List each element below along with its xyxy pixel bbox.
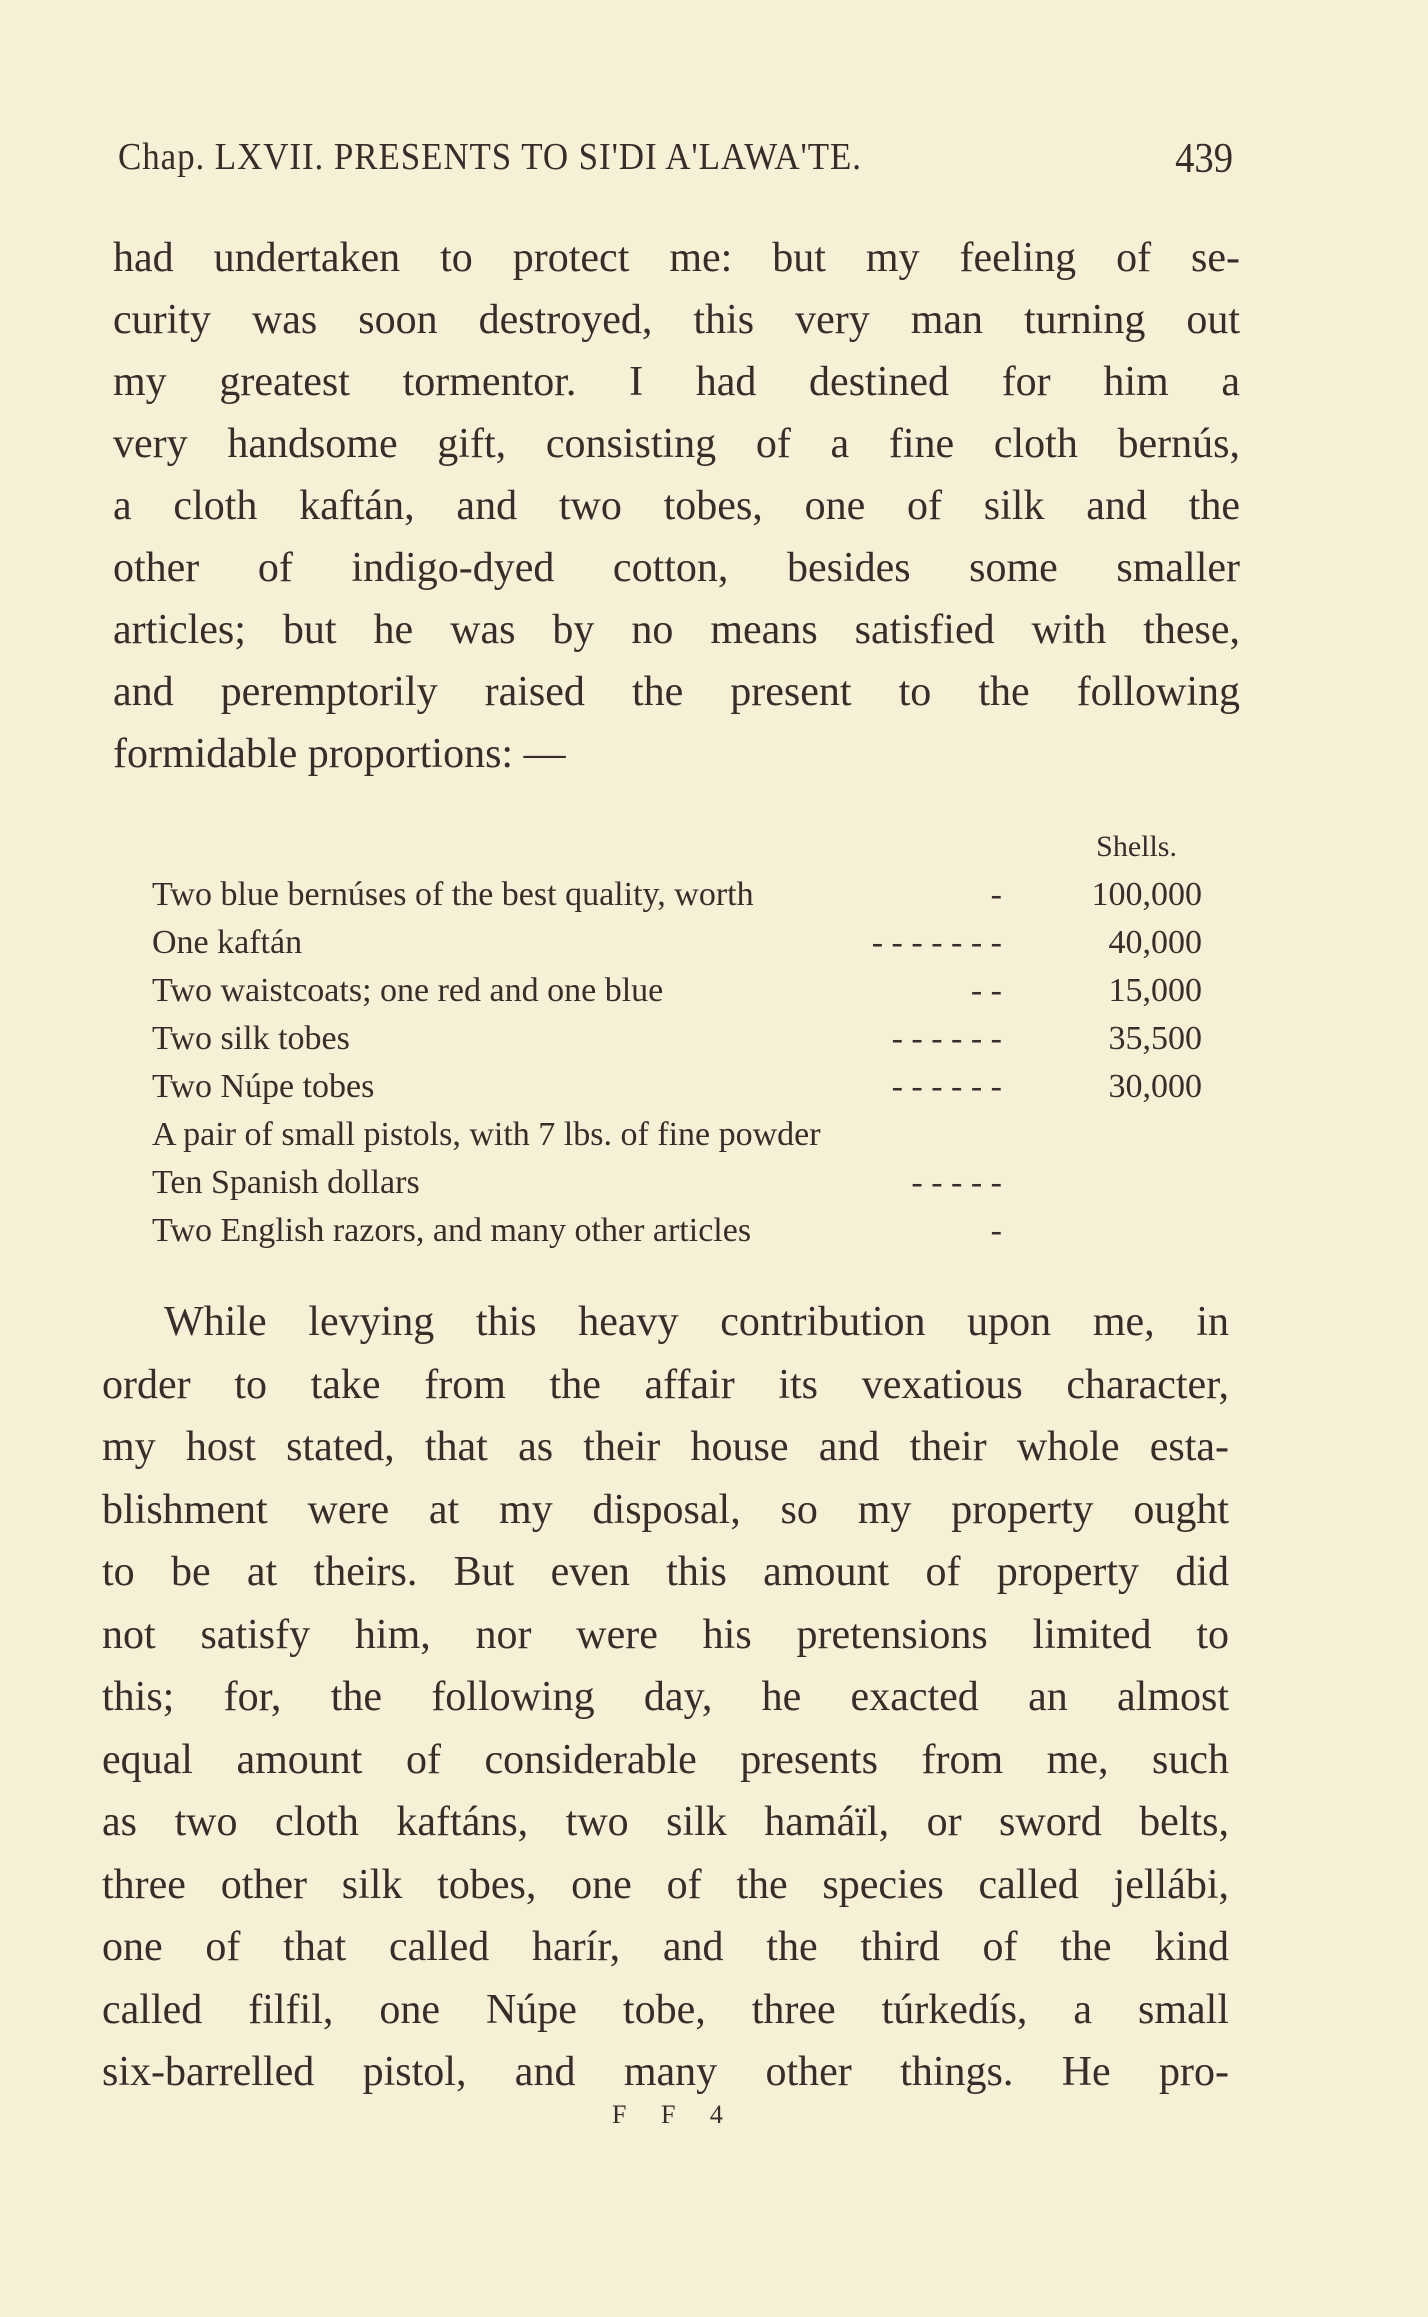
running-title: Chap. LXVII. PRESENTS TO SI'DI A'LAWA'TE. [118, 136, 862, 178]
leader-dots: - - - - - - [891, 1020, 1002, 1057]
text-line: curity was soon destroyed, this very man turning out [113, 297, 1240, 343]
text-line: formidable proportions: — [113, 731, 566, 777]
text-line: other of indigo-dyed cotton, besides some smaller [113, 545, 1240, 591]
text-line: my greatest tormentor. I had destined for him a [113, 359, 1240, 405]
item-value: 15,000 [1108, 972, 1202, 1009]
text-line: While levying this heavy contribution upon me, in [164, 1299, 1229, 1345]
item-label: Two blue bernúses of the best quality, worth [152, 876, 754, 913]
text-line: three other silk tobes, one of the species called jellábi, [102, 1861, 1229, 1908]
leader-dots: - - - - - [911, 1164, 1002, 1201]
table-row [152, 1160, 1202, 1206]
text-line: six-barrelled pistol, and many other things. He pro- [102, 2049, 1229, 2095]
table-row [152, 920, 1202, 966]
text-line: very handsome gift, consisting of a fine cloth bernús, [113, 421, 1240, 467]
text-line: to be at theirs. But even this amount of property did [102, 1549, 1229, 1595]
page-number: 439 [1175, 136, 1234, 182]
text-line: articles; but he was by no means satisfied with these, [113, 607, 1240, 653]
leader-dots: - [990, 876, 1002, 913]
item-label: Two silk tobes [152, 1020, 350, 1057]
leader-dots: - - - - - - - [871, 924, 1002, 961]
table-row [152, 1208, 1202, 1254]
signature-mark: F F 4 [612, 2100, 737, 2129]
text-line: had undertaken to protect me: but my feeling of se- [113, 235, 1240, 281]
text-line: one of that called harír, and the third of the kind [102, 1924, 1229, 1970]
text-line: equal amount of considerable presents from me, such [102, 1736, 1229, 1783]
item-label: One kaftán [152, 924, 303, 961]
unit-label: Shells. [1096, 830, 1177, 863]
table-row [152, 1112, 1202, 1158]
item-label: Ten Spanish dollars [152, 1164, 420, 1201]
table-row [152, 968, 1202, 1014]
running-header [118, 135, 1234, 185]
item-label: Two English razors, and many other articles [152, 1212, 752, 1249]
item-label: Two waistcoats; one red and one blue [152, 972, 664, 1009]
text-line: my host stated, that as their house and their whole esta- [102, 1424, 1229, 1470]
table-row [152, 1016, 1202, 1062]
text-line: and peremptorily raised the present to the following [113, 669, 1240, 715]
text-line: blishment were at my disposal, so my property ought [102, 1486, 1229, 1533]
leader-dots: - [990, 1212, 1002, 1249]
text-line: called filfil, one Núpe tobe, three túrkedís, a small [102, 1986, 1229, 2033]
leader-dots: - - [970, 972, 1002, 1009]
item-value: 35,500 [1108, 1020, 1202, 1057]
table-row [152, 1064, 1202, 1110]
table-row [152, 872, 1202, 918]
item-value: 100,000 [1091, 876, 1202, 913]
item-value: 30,000 [1108, 1068, 1202, 1105]
text-line: as two cloth kaftáns, two silk hamáïl, or sword belts, [102, 1799, 1229, 1845]
leader-dots: - - - - - - [891, 1068, 1002, 1105]
text-line: not satisfy him, nor were his pretensions limited to [102, 1611, 1229, 1658]
text-line: a cloth kaftán, and two tobes, one of silk and the [113, 483, 1240, 529]
text-line: order to take from the affair its vexatious character, [102, 1361, 1229, 1408]
item-value: 40,000 [1108, 924, 1202, 961]
text-line: this; for, the following day, he exacted an almost [102, 1674, 1229, 1720]
item-label: A pair of small pistols, with 7 lbs. of fine powder [152, 1116, 821, 1153]
item-label: Two Núpe tobes [152, 1068, 375, 1105]
